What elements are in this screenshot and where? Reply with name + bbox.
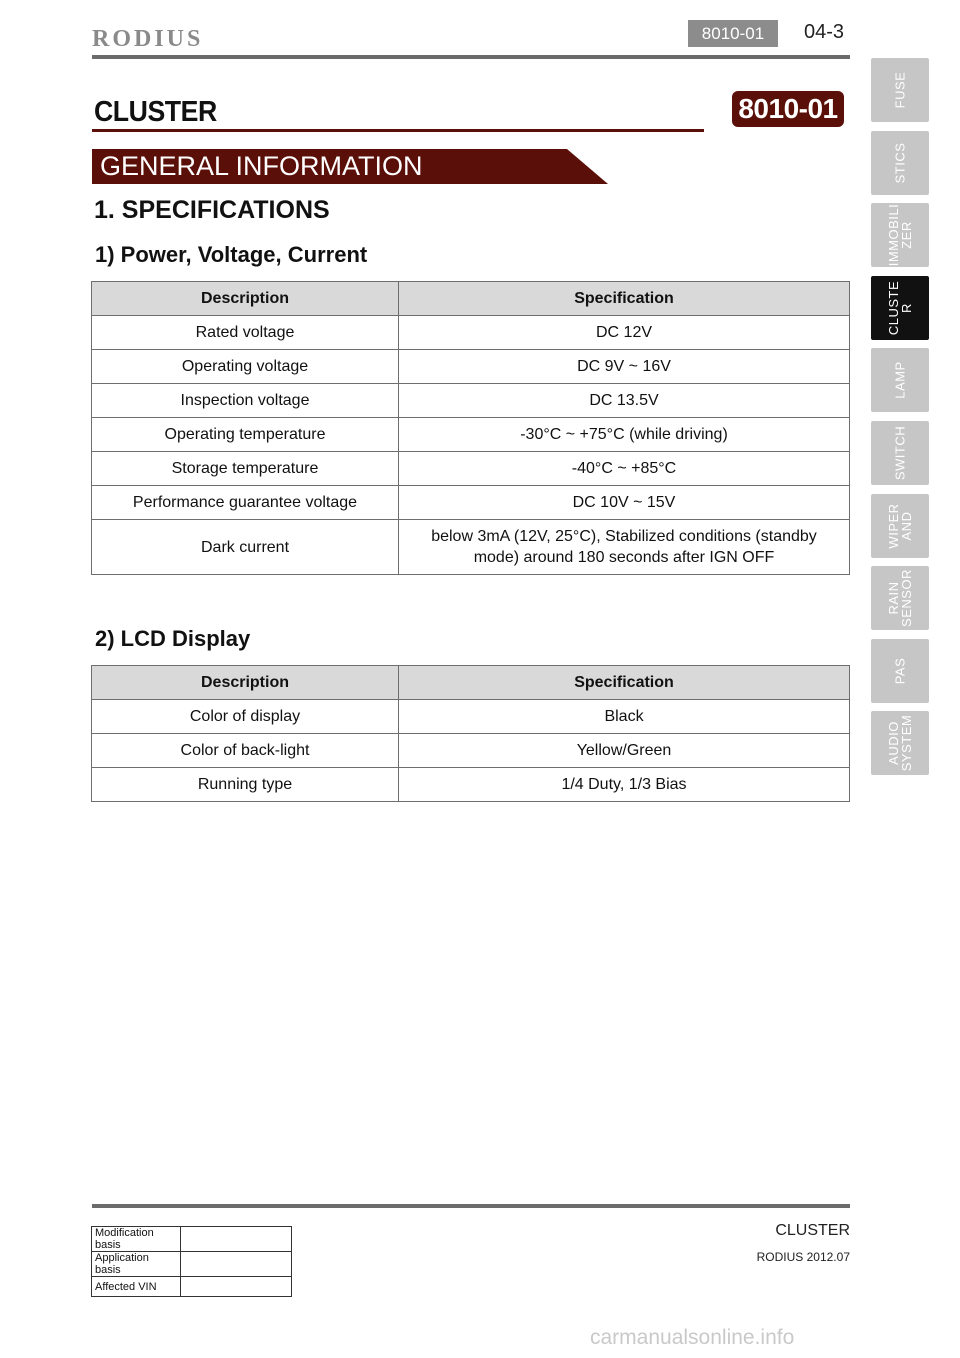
- brand-logo: RODIUS: [92, 26, 204, 52]
- footer-divider: [92, 1204, 850, 1208]
- tab-label: STICS: [892, 142, 908, 184]
- watermark: carmanualsonline.info: [590, 1326, 795, 1349]
- column-header: Specification: [399, 666, 850, 700]
- title-underline: [92, 129, 704, 132]
- column-header: Specification: [399, 282, 850, 316]
- specification-cell: DC 9V ~ 16V: [399, 350, 850, 384]
- header-divider: [92, 55, 850, 59]
- description-cell: Inspection voltage: [92, 384, 399, 418]
- application-label: Application basis: [92, 1252, 181, 1277]
- specification-cell: Yellow/Green: [399, 734, 850, 768]
- tab-label: RAIN SENSOR: [886, 569, 914, 627]
- tab-stics[interactable]: [871, 131, 929, 195]
- power-heading: 1) Power, Voltage, Current: [95, 242, 368, 267]
- table-header-row: [92, 282, 850, 316]
- tab-label: LAMP: [892, 361, 908, 399]
- tab-fuse[interactable]: [871, 58, 929, 122]
- description-cell: Storage temperature: [92, 452, 399, 486]
- tab-switch[interactable]: [871, 421, 929, 485]
- table-row: [92, 734, 850, 768]
- lcd-heading: 2) LCD Display: [95, 626, 251, 651]
- section-code-badge: 8010-01: [732, 91, 844, 127]
- description-cell: Rated voltage: [92, 316, 399, 350]
- power-spec-table: [91, 281, 850, 575]
- column-header: Description: [92, 282, 399, 316]
- specification-line: mode) around 180 seconds after IGN OFF: [473, 549, 775, 566]
- application-value: [181, 1252, 292, 1277]
- footer-model-date: RODIUS 2012.07: [756, 1250, 850, 1264]
- tab-label: PAS: [892, 657, 908, 685]
- modification-label: Modification basis: [92, 1227, 181, 1252]
- modification-table: [91, 1226, 292, 1297]
- tab-label: SWITCH: [892, 425, 908, 481]
- tab-immobilizer[interactable]: [871, 203, 929, 267]
- table-row: [92, 418, 850, 452]
- tab-wiper[interactable]: [871, 494, 929, 558]
- tab-audio-system[interactable]: [871, 711, 929, 775]
- column-header: Description: [92, 666, 399, 700]
- tab-lamp[interactable]: [871, 348, 929, 412]
- page-title: CLUSTER: [94, 96, 217, 128]
- table-row: [92, 700, 850, 734]
- vin-value: [181, 1277, 292, 1297]
- modification-value: [181, 1227, 292, 1252]
- description-cell: Dark current: [92, 520, 399, 575]
- tab-label: AUDIO SYSTEM: [886, 714, 914, 772]
- table-header-row: [92, 666, 850, 700]
- table-row: [92, 316, 850, 350]
- lcd-spec-table: [91, 665, 850, 802]
- tab-label: WIPER AND: [886, 503, 914, 549]
- specification-cell: DC 13.5V: [399, 384, 850, 418]
- description-cell: Running type: [92, 768, 399, 802]
- table-row: [92, 768, 850, 802]
- vin-label: Affected VIN: [92, 1277, 181, 1297]
- specification-cell: [399, 520, 850, 575]
- table-row: [92, 350, 850, 384]
- tab-label: FUSE: [892, 71, 908, 109]
- table-row: [92, 520, 850, 575]
- section-banner-label: GENERAL INFORMATION: [100, 151, 423, 181]
- table-row: [92, 384, 850, 418]
- table-row: [92, 486, 850, 520]
- specification-cell: DC 10V ~ 15V: [399, 486, 850, 520]
- page-number: 04-3: [804, 21, 845, 43]
- specification-cell: Black: [399, 700, 850, 734]
- table-row: [92, 1252, 292, 1277]
- tab-label: CLUSTE R: [886, 280, 914, 336]
- specification-cell: 1/4 Duty, 1/3 Bias: [399, 768, 850, 802]
- description-cell: Color of display: [92, 700, 399, 734]
- table-row: [92, 1277, 292, 1297]
- section-banner: [92, 149, 612, 184]
- description-cell: Performance guarantee voltage: [92, 486, 399, 520]
- specification-cell: -30°C ~ +75°C (while driving): [399, 418, 850, 452]
- doc-code-box: 8010-01: [688, 20, 778, 47]
- specification-cell: DC 12V: [399, 316, 850, 350]
- tab-label: IMMOBILI ZER: [886, 203, 914, 267]
- description-cell: Color of back-light: [92, 734, 399, 768]
- table-row: [92, 1227, 292, 1252]
- tab-pas[interactable]: [871, 639, 929, 703]
- specifications-heading: 1. SPECIFICATIONS: [94, 196, 330, 224]
- tab-rain-sensor[interactable]: [871, 566, 929, 630]
- specification-line: below 3mA (12V, 25°C), Stabilized conditions (standby: [431, 528, 817, 545]
- specification-cell: -40°C ~ +85°C: [399, 452, 850, 486]
- description-cell: Operating temperature: [92, 418, 399, 452]
- description-cell: Operating voltage: [92, 350, 399, 384]
- table-row: [92, 452, 850, 486]
- footer-section-name: CLUSTER: [775, 1222, 850, 1239]
- tab-cluster[interactable]: [871, 276, 929, 340]
